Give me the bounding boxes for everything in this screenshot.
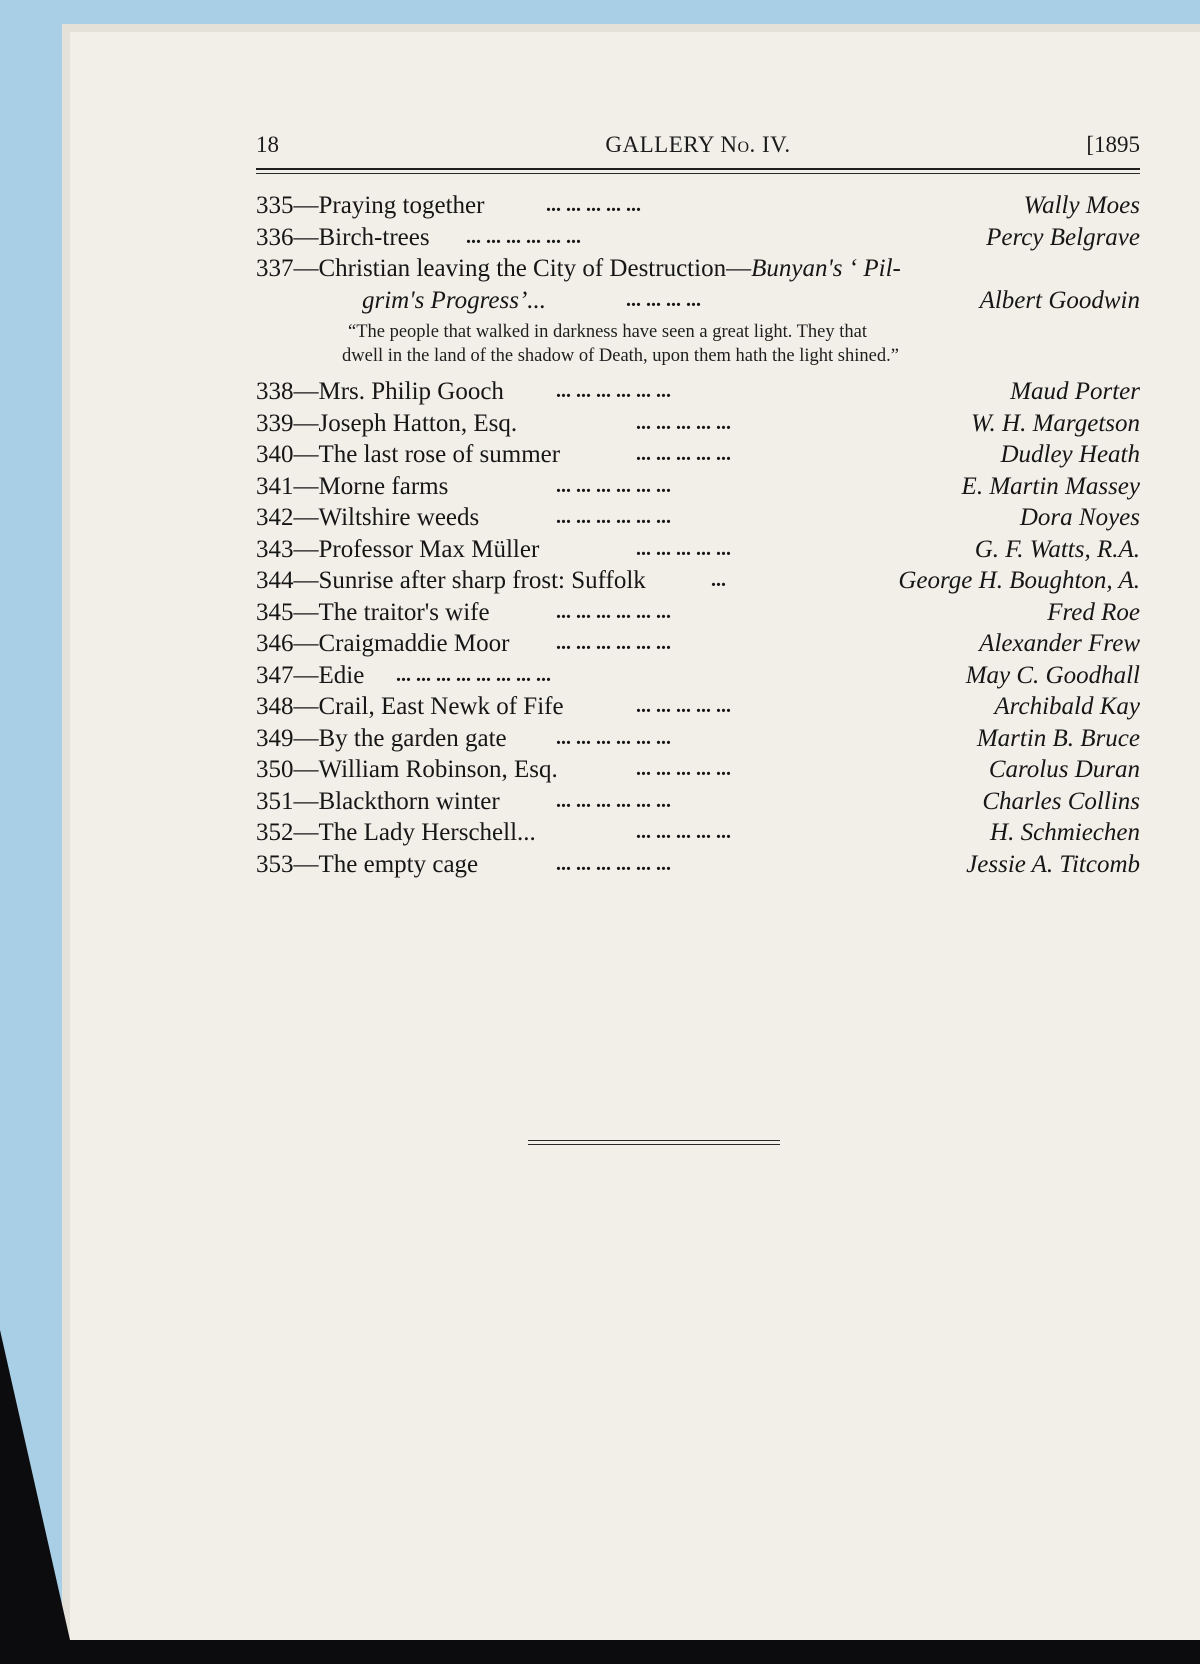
entry-number: 351 <box>256 787 294 815</box>
quote-line: “The people that walked in darkness have seen a great light. They that <box>348 322 868 342</box>
entry-348: 348—Crail, East Newk of Fife ... ... ... ... ... Archibald Kay <box>256 691 1140 723</box>
leader-dots: ... ... ... ... ... <box>546 194 641 216</box>
leader-dots: ... ... ... ... ... ... <box>556 789 671 812</box>
entry-339: 339—Joseph Hatton, Esq. ... ... ... ... ... W. H. Margetson <box>256 408 1140 440</box>
entry-338: 338—Mrs. Philip Gooch ... ... ... ... ... ... Maud Porter <box>256 376 1140 408</box>
leader-dots: ... ... ... ... ... <box>636 758 731 780</box>
entry-artist: Charles Collins <box>982 787 1140 815</box>
entry-343: 343—Professor Max Müller ... ... ... ... ... G. F. Watts, R.A. <box>256 534 1140 566</box>
entry-title: Professor Max Müller <box>318 535 540 563</box>
entry-350: 350—William Robinson, Esq. ... ... ... ... ... Carolus Duran <box>256 754 1140 786</box>
entry-title: Craigmaddie Moor <box>318 630 510 657</box>
entry-artist: Dudley Heath <box>1000 441 1140 468</box>
entry-351: 351—Blackthorn winter ... ... ... ... ... ... Charles Collins <box>256 786 1140 818</box>
entry-number: 353 <box>256 850 294 878</box>
entry-artist: Alexander Frew <box>979 630 1140 657</box>
entry-artist: Albert Goodwin <box>979 286 1140 314</box>
entry-number: 342 <box>256 504 294 531</box>
entry-artist: Carolus Duran <box>988 756 1140 783</box>
leader-dots: ... ... ... ... ... ... <box>556 632 671 654</box>
leader-dots: ... ... ... ... ... <box>636 443 731 465</box>
leader-dots: ... ... ... ... ... ... <box>556 852 671 875</box>
entry-number: 339 <box>256 409 294 437</box>
entry-title: Blackthorn winter <box>318 787 500 815</box>
entry-artist: G. F. Watts, R.A. <box>974 535 1140 563</box>
entry-number: 335 <box>256 192 294 219</box>
entry-title: Joseph Hatton, Esq. <box>318 409 518 437</box>
entry-artist: Dora Noyes <box>1019 504 1140 531</box>
entry-artist: George H. Boughton, A. <box>898 567 1140 594</box>
entry-artist: Percy Belgrave <box>986 223 1140 251</box>
entry-number: 346 <box>256 630 294 657</box>
entry-title: Wiltshire weeds <box>318 504 480 531</box>
entry-number: 341 <box>256 472 294 500</box>
leader-dots: ... ... ... ... ... ... <box>556 380 671 402</box>
entry-title: Sunrise after sharp frost: Suffolk <box>318 567 646 594</box>
entry-artist: Martin B. Bruce <box>976 724 1140 752</box>
entry-number: 337 <box>256 255 294 282</box>
entry-number: 340 <box>256 441 294 468</box>
entry-artist: Fred Roe <box>1047 598 1140 626</box>
entry-artist: Archibald Kay <box>994 693 1140 720</box>
leader-dots: ... ... ... ... ... <box>636 411 731 434</box>
entry-number: 347 <box>256 661 294 689</box>
entry-title: Edie <box>318 661 365 689</box>
entry-title: The traitor's wife <box>318 598 490 626</box>
quote-line: dwell in the land of the shadow of Death, upon them hath the light shined.” <box>342 346 899 366</box>
leader-dots: ... ... ... ... ... ... <box>556 474 671 497</box>
entry-artist: Jessie A. Titcomb <box>966 850 1140 878</box>
entry-number: 336 <box>256 223 294 251</box>
entry-title: By the garden gate <box>318 724 507 752</box>
page-header <box>256 132 1140 162</box>
entry-number: 345 <box>256 598 294 626</box>
leader-dots: ... ... ... ... ... ... <box>466 225 581 248</box>
entry-number: 348 <box>256 693 294 720</box>
entry-number: 338 <box>256 378 294 405</box>
closing-double-rule <box>528 1140 780 1145</box>
header-double-rule <box>256 168 1140 174</box>
entry-number: 343 <box>256 535 294 563</box>
entry-347: 347—Edie ... ... ... ... ... ... ... ... May C. Goodhall <box>256 660 1140 692</box>
entry-344: 344—Sunrise after sharp frost: Suffolk ... George H. Boughton, A. <box>256 565 1140 597</box>
page-number: 18 <box>256 132 279 157</box>
year-marker: [1895 <box>1086 132 1140 157</box>
entry-title: The empty cage <box>318 850 479 878</box>
entry-title: Praying together <box>318 192 485 219</box>
entry-title: The last rose of summer <box>318 441 561 468</box>
entry-title-source-cont: grim's Progress’... <box>362 286 547 314</box>
entry-artist: E. Martin Massey <box>961 472 1140 500</box>
entry-title-source: Bunyan's ‘ Pil- <box>751 255 901 282</box>
entry-346: 346—Craigmaddie Moor ... ... ... ... ... ... Alexander Frew <box>256 628 1140 660</box>
entry-title: Crail, East Newk of Fife <box>318 693 564 720</box>
entry-artist: Wally Moes <box>1023 192 1140 219</box>
entry-title: The Lady Herschell... <box>318 819 536 846</box>
entry-345: 345—The traitor's wife ... ... ... ... ... ... Fred Roe <box>256 597 1140 629</box>
leader-dots: ... ... ... ... ... ... <box>556 726 671 749</box>
entry-number: 350 <box>256 756 294 783</box>
entry-artist: H. Schmiechen <box>990 819 1140 846</box>
leader-dots: ... ... ... ... ... <box>636 695 731 717</box>
entry-number: 349 <box>256 724 294 752</box>
entry-title: Morne farms <box>318 472 449 500</box>
leader-dots: ... ... ... ... <box>626 288 701 311</box>
leader-dots: ... ... ... ... ... ... ... ... <box>396 663 551 686</box>
entry-336: 336—Birch-trees ... ... ... ... ... ... Percy Belgrave <box>256 222 1140 254</box>
gallery-title: GALLERY No. IV. <box>605 132 791 157</box>
entry-artist: W. H. Margetson <box>971 409 1140 437</box>
leader-dots: ... <box>711 569 726 591</box>
entry-342: 342—Wiltshire weeds ... ... ... ... ... ... Dora Noyes <box>256 502 1140 534</box>
entry-340: 340—The last rose of summer ... ... ... ... ... Dudley Heath <box>256 439 1140 471</box>
leader-dots: ... ... ... ... ... <box>636 537 731 560</box>
entry-335: 335—Praying together ... ... ... ... ... Wally Moes <box>256 190 1140 222</box>
entry-349: 349—By the garden gate ... ... ... ... ... ... Martin B. Bruce <box>256 723 1140 755</box>
leader-dots: ... ... ... ... ... ... <box>556 506 671 528</box>
leader-dots: ... ... ... ... ... <box>636 821 731 843</box>
torn-page-corner <box>0 1330 70 1640</box>
entry-337: 337—Christian leaving the City of Destruction—Bunyan's ‘ Pil- <box>256 255 901 282</box>
entry-353: 353—The empty cage ... ... ... ... ... ... Jessie A. Titcomb <box>256 849 1140 881</box>
entry-artist: Maud Porter <box>1010 378 1140 405</box>
catalogue-entries <box>256 190 1140 880</box>
entry-337-quotation <box>256 316 1140 376</box>
entry-352: 352—The Lady Herschell... ... ... ... ... ... H. Schmiechen <box>256 817 1140 849</box>
entry-title: Birch-trees <box>318 223 430 251</box>
entry-title: Christian leaving the City of Destruction— <box>318 255 752 282</box>
entry-title: Mrs. Philip Gooch <box>318 378 504 405</box>
leader-dots: ... ... ... ... ... ... <box>556 600 671 623</box>
entry-337-continuation <box>256 285 1140 317</box>
entry-341: 341—Morne farms ... ... ... ... ... ... E. Martin Massey <box>256 471 1140 503</box>
entry-title: William Robinson, Esq. <box>318 756 558 783</box>
entry-artist: May C. Goodhall <box>965 661 1140 689</box>
entry-number: 344 <box>256 567 294 594</box>
entry-number: 352 <box>256 819 294 846</box>
